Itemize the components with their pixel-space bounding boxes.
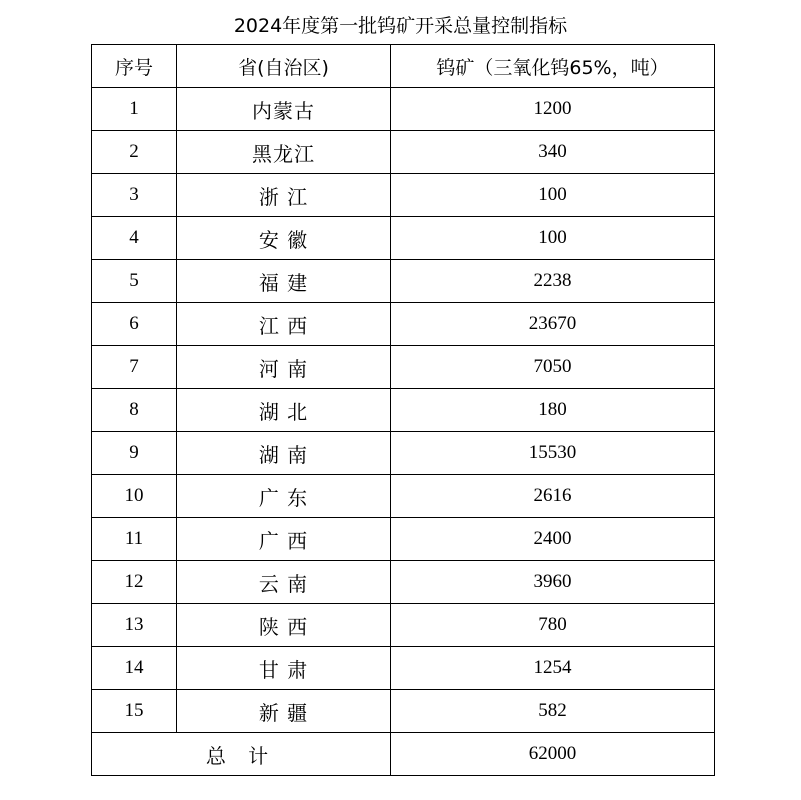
row-index: 15 [92, 690, 177, 733]
row-quota: 2238 [391, 260, 715, 303]
row-province: 陕 西 [177, 604, 391, 647]
row-index: 1 [92, 88, 177, 131]
row-quota: 100 [391, 174, 715, 217]
table-row [92, 174, 715, 217]
row-province: 甘 肃 [177, 647, 391, 690]
row-index: 12 [92, 561, 177, 604]
header-quota: 钨矿（三氧化钨65%，吨） [391, 45, 715, 88]
page-title: 2024年度第一批钨矿开采总量控制指标 [233, 15, 568, 37]
table-row [92, 647, 715, 690]
header-province: 省(自治区) [177, 45, 391, 88]
row-province: 黑龙江 [177, 131, 391, 174]
row-quota: 582 [391, 690, 715, 733]
row-index: 2 [92, 131, 177, 174]
row-index: 9 [92, 432, 177, 475]
row-index: 4 [92, 217, 177, 260]
table-row [92, 518, 715, 561]
row-index: 14 [92, 647, 177, 690]
row-quota: 2616 [391, 475, 715, 518]
row-province: 湖 南 [177, 432, 391, 475]
row-quota: 3960 [391, 561, 715, 604]
table-row [92, 475, 715, 518]
row-quota: 100 [391, 217, 715, 260]
row-province: 云 南 [177, 561, 391, 604]
table-row [92, 346, 715, 389]
row-province: 新 疆 [177, 690, 391, 733]
total-label: 总 计 [92, 733, 391, 776]
table-row [92, 561, 715, 604]
quota-table [91, 44, 715, 776]
row-province: 浙 江 [177, 174, 391, 217]
table-row [92, 260, 715, 303]
row-quota: 2400 [391, 518, 715, 561]
row-index: 6 [92, 303, 177, 346]
table-row [92, 432, 715, 475]
row-index: 11 [92, 518, 177, 561]
total-row [92, 733, 715, 776]
row-quota: 180 [391, 389, 715, 432]
row-province: 安 徽 [177, 217, 391, 260]
row-index: 3 [92, 174, 177, 217]
row-quota: 1200 [391, 88, 715, 131]
table-header-row [92, 45, 715, 88]
row-quota: 780 [391, 604, 715, 647]
row-index: 5 [92, 260, 177, 303]
table-row [92, 217, 715, 260]
row-province: 湖 北 [177, 389, 391, 432]
row-quota: 23670 [391, 303, 715, 346]
row-province: 内蒙古 [177, 88, 391, 131]
table-row [92, 131, 715, 174]
table-row [92, 88, 715, 131]
row-province: 广 东 [177, 475, 391, 518]
row-province: 江 西 [177, 303, 391, 346]
total-quota: 62000 [391, 733, 715, 776]
row-province: 广 西 [177, 518, 391, 561]
table-row [92, 690, 715, 733]
row-quota: 7050 [391, 346, 715, 389]
row-index: 8 [92, 389, 177, 432]
row-province: 河 南 [177, 346, 391, 389]
row-index: 7 [92, 346, 177, 389]
header-index: 序号 [92, 45, 177, 88]
row-quota: 340 [391, 131, 715, 174]
table-row [92, 303, 715, 346]
row-index: 13 [92, 604, 177, 647]
row-index: 10 [92, 475, 177, 518]
row-province: 福 建 [177, 260, 391, 303]
table-row [92, 604, 715, 647]
table-row [92, 389, 715, 432]
row-quota: 1254 [391, 647, 715, 690]
row-quota: 15530 [391, 432, 715, 475]
